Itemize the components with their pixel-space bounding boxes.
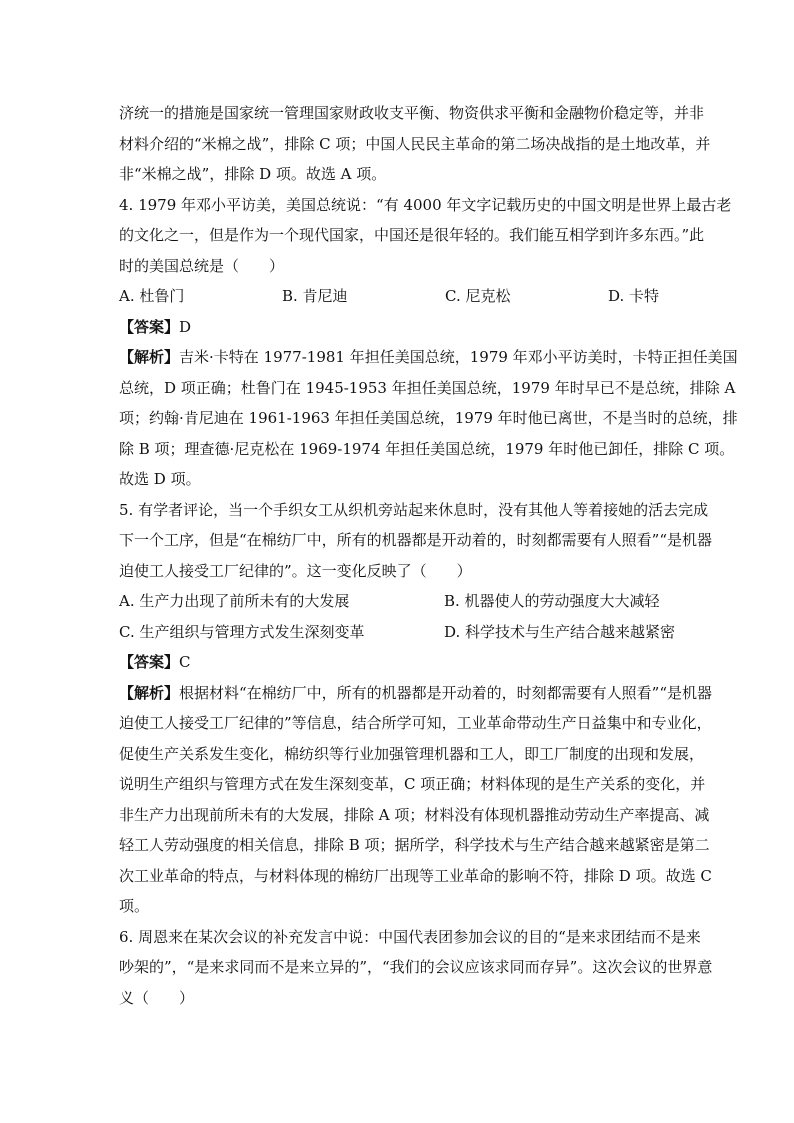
question-4 [119,190,738,495]
options-row [119,281,675,312]
analysis-line: 总统，D 项正确；杜鲁门在 1945-1953 年担任美国总统，1979 年时早已不是总统，排除 A [119,378,736,397]
answer-tag: 【答案】 [119,317,180,336]
analysis-line: 迫使工人接受工厂纪律的”等信息，结合所学可知，工业革命带动生产日益集中和专业化， [119,714,712,732]
document-content [119,98,738,1013]
analysis-line: 项。 [119,897,150,915]
analysis-text: 吉米·卡特在 1977-1981 年担任美国总统，1979 年邓小平访美时，卡特正担任美国 [179,348,738,366]
option-b: B. 机器使人的劳动强度大大减轻 [444,592,660,610]
analysis-line: 促使生产关系发生变化，棉纺织等行业加强管理机器和工人，即工厂制度的出现和发展， [119,744,705,763]
text-line: 非“米棉之战”，排除 D 项。故选 A 项。 [119,165,387,183]
option-d: D. 科学技术与生产结合越来越紧密 [443,622,675,641]
option-c: C. 生产组织与管理方式发生深刻变革 [119,622,365,641]
question-stem-line: 的文化之一，但是作为一个现代国家，中国还是很年轻的。我们能互相学到许多东西。”此 [119,226,705,244]
analysis-line [119,342,738,373]
analysis-line: 说明生产组织与管理方式在发生深刻变革，C 项正确；材料体现的是生产关系的变化，并 [119,775,706,793]
question-stem-line: 4. 1979 年邓小平访美，美国总统说：“有 4000 年文字记载历史的中国文明是世界上最古老 [119,195,732,214]
analysis-text: 根据材料“在棉纺厂中，所有的机器都是开动着的，时刻都需要有人照看”“是机器 [179,683,713,702]
question-stem-line: 迫使工人接受工厂纪律的”。这一变化反映了（ ） [119,561,472,580]
question-stem-line: 义（ ） [119,988,195,1007]
option-a: A. 生产力出现了前所未有的大发展 [119,592,350,610]
question-stem-line: 下一个工序，但是“在棉纺厂中，所有的机器都是开动着的，时刻都需要有人照看”“是机器 [119,531,713,549]
question-6 [119,922,713,1014]
previous-analysis-continuation [119,98,711,190]
analysis-tag: 【解析】 [119,348,180,366]
question-stem-line: 6. 周恩来在某次会议的补充发言中说：中国代表团参加会议的目的“是来求团结而不是来 [119,927,701,946]
analysis-line: 非生产力出现前所未有的大发展，排除 A 项；材料没有体现机器推动劳动生产率提高、减 [119,805,710,824]
question-stem-line: 时的美国总统是（ ） [119,256,285,275]
option-c: C. 尼克松 [445,287,511,305]
option-d: D. 卡特 [608,287,660,305]
analysis-line: 故选 D 项。 [119,470,201,488]
question-stem-line: 5. 有学者评论，当一个手织女工从织机旁站起来休息时，没有其他人等着接她的活去完成 [119,500,709,519]
analysis-line: 轻工人劳动强度的相关信息，排除 B 项；据所学，科学技术与生产结合越来越紧密是第二 [119,836,710,854]
option-b: B. 肯尼迪 [282,287,348,305]
question-5 [119,495,713,922]
analysis-line: 次工业革命的特点，与材料体现的棉纺厂出现等工业革命的影响不符，排除 D 项。故选 C [119,866,712,885]
option-a: A. 杜鲁门 [119,287,185,305]
analysis-line [119,678,713,709]
answer-line [119,312,675,343]
answer-line [119,647,675,678]
options-row [119,586,675,617]
analysis-line: 项；约翰·肯尼迪在 1961-1963 年担任美国总统，1979 年时他已离世，不是当时的总统，排 [119,409,738,427]
analysis-line: 除 B 项；理查德·尼克松在 1969-1974 年担任美国总统，1979 年时他已卸任，排除 C 项。 [119,439,735,458]
answer-tag: 【答案】 [119,653,180,671]
text-line: 材料介绍的“米棉之战”，排除 C 项；中国人民民主革命的第二场决战指的是土地改革，并 [119,134,711,153]
answer-value: D [179,317,192,336]
analysis-tag: 【解析】 [119,683,180,702]
text-line: 济统一的措施是国家统一管理国家财政收支平衡、物资供求平衡和金融物价稳定等，并非 [119,104,705,122]
question-stem-line: 吵架的”，“是来求同而不是来立异的”，“我们的会议应该求同而存异”。这次会议的世界意 [119,958,713,976]
answer-value: C [179,653,191,671]
options-row [119,617,675,648]
